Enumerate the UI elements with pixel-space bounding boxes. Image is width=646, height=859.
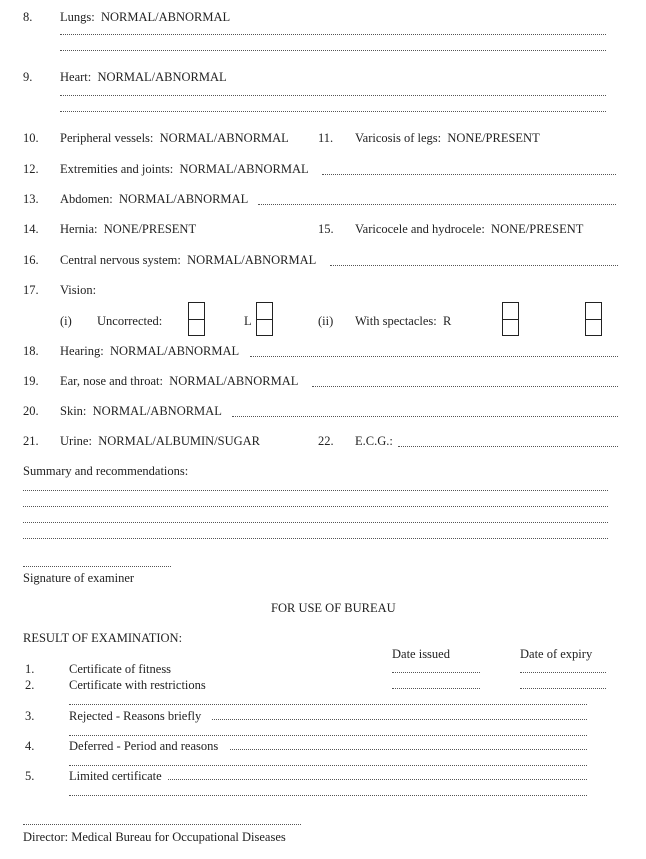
with-spectacles-label: With spectacles: R (355, 314, 452, 328)
deferred-reasons-line[interactable] (69, 765, 587, 766)
vision-sub-ii: (ii) (318, 314, 334, 328)
vision-sub-i: (i) (60, 314, 72, 328)
rejected-reasons-line[interactable] (212, 719, 587, 720)
restrictions-date-expiry-field[interactable] (520, 688, 606, 689)
limited-certificate-line[interactable] (69, 795, 587, 796)
skin-label: Skin: NORMAL/ABNORMAL (60, 404, 222, 418)
signature-line[interactable] (23, 566, 171, 567)
summary-label: Summary and recommendations: (23, 464, 189, 478)
result-row-number: 5. (25, 769, 35, 783)
item-number: 17. (23, 283, 39, 297)
item-number: 10. (23, 131, 39, 145)
result-row-number: 3. (25, 709, 35, 723)
summary-line[interactable] (23, 490, 608, 491)
skin-notes-line[interactable] (232, 416, 618, 417)
abdomen-label: Abdomen: NORMAL/ABNORMAL (60, 192, 249, 206)
item-number: 19. (23, 374, 39, 388)
peripheral-vessels-label: Peripheral vessels: NORMAL/ABNORMAL (60, 131, 289, 145)
result-row-number: 4. (25, 739, 35, 753)
item-number: 8. (23, 10, 33, 24)
restrictions-notes-line[interactable] (69, 704, 587, 705)
fitness-date-expiry-field[interactable] (520, 672, 606, 673)
cns-label: Central nervous system: NORMAL/ABNORMAL (60, 253, 317, 267)
fitness-date-issued-field[interactable] (392, 672, 480, 673)
result-heading: RESULT OF EXAMINATION: (23, 631, 183, 645)
date-expiry-header: Date of expiry (520, 647, 593, 661)
summary-line[interactable] (23, 522, 608, 523)
ecg-label: E.C.G.: (355, 434, 393, 448)
urine-label: Urine: NORMAL/ALBUMIN/SUGAR (60, 434, 261, 448)
rejected-label: Rejected - Reasons briefly (69, 709, 202, 723)
cns-notes-line[interactable] (330, 265, 618, 266)
item-number: 18. (23, 344, 39, 358)
vision-label: Vision: (60, 283, 97, 297)
item-number: 12. (23, 162, 39, 176)
date-issued-header: Date issued (392, 647, 450, 661)
hearing-label: Hearing: NORMAL/ABNORMAL (60, 344, 240, 358)
item-number: 16. (23, 253, 39, 267)
limited-certificate-line[interactable] (168, 779, 587, 780)
uncorrected-label: Uncorrected: (97, 314, 163, 328)
limited-certificate-label: Limited certificate (69, 769, 162, 783)
summary-line[interactable] (23, 538, 608, 539)
hearing-notes-line[interactable] (250, 356, 618, 357)
result-row-number: 1. (25, 662, 35, 676)
lungs-notes-line[interactable] (60, 34, 606, 35)
extremities-notes-line[interactable] (322, 174, 616, 175)
director-signature-line[interactable] (23, 824, 301, 825)
certificate-of-fitness-label: Certificate of fitness (69, 662, 172, 676)
certificate-restrictions-label: Certificate with restrictions (69, 678, 206, 692)
ent-label: Ear, nose and throat: NORMAL/ABNORMAL (60, 374, 299, 388)
extremities-label: Extremities and joints: NORMAL/ABNORMAL (60, 162, 309, 176)
lungs-notes-line[interactable] (60, 50, 606, 51)
rejected-reasons-line[interactable] (69, 735, 587, 736)
heart-label: Heart: NORMAL/ABNORMAL (60, 70, 227, 84)
heart-notes-line[interactable] (60, 111, 606, 112)
varicosis-label: Varicosis of legs: NONE/PRESENT (355, 131, 540, 145)
left-eye-label: L (244, 314, 252, 328)
item-number: 15. (318, 222, 334, 236)
item-number: 11. (318, 131, 334, 145)
signature-label: Signature of examiner (23, 571, 135, 585)
item-number: 21. (23, 434, 39, 448)
item-number: 9. (23, 70, 33, 84)
item-number: 22. (318, 434, 334, 448)
item-number: 20. (23, 404, 39, 418)
uncorrected-left-box[interactable] (256, 302, 273, 336)
ent-notes-line[interactable] (312, 386, 618, 387)
bureau-heading: FOR USE OF BUREAU (271, 601, 396, 615)
heart-notes-line[interactable] (60, 95, 606, 96)
deferred-label: Deferred - Period and reasons (69, 739, 219, 753)
deferred-reasons-line[interactable] (230, 749, 587, 750)
varicocele-label: Varicocele and hydrocele: NONE/PRESENT (355, 222, 584, 236)
ecg-notes-line[interactable] (398, 446, 618, 447)
hernia-label: Hernia: NONE/PRESENT (60, 222, 197, 236)
abdomen-notes-line[interactable] (258, 204, 616, 205)
item-number: 13. (23, 192, 39, 206)
result-row-number: 2. (25, 678, 35, 692)
summary-line[interactable] (23, 506, 608, 507)
spectacles-right-box[interactable] (502, 302, 519, 336)
uncorrected-right-box[interactable] (188, 302, 205, 336)
lungs-label: Lungs: NORMAL/ABNORMAL (60, 10, 231, 24)
spectacles-left-box[interactable] (585, 302, 602, 336)
restrictions-date-issued-field[interactable] (392, 688, 480, 689)
director-label: Director: Medical Bureau for Occupational Diseases (23, 830, 286, 844)
item-number: 14. (23, 222, 39, 236)
